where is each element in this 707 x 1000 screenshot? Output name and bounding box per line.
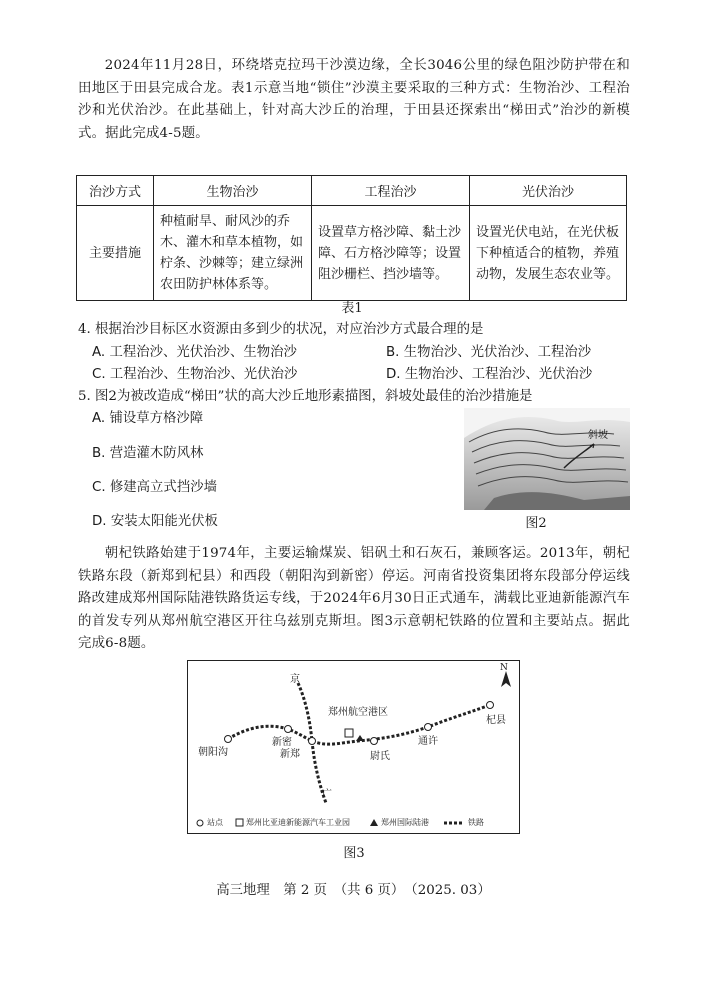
table-header-pv: 光伏治沙 <box>470 176 627 206</box>
question-5-stem: 5. 图2为被改造成“梯田”状的高大沙丘地形素描图，斜坡处最佳的治沙措施是 <box>78 389 533 404</box>
question-4-option-b: B. 生物治沙、光伏治沙、工程治沙 <box>386 345 592 360</box>
station-marker <box>285 726 292 733</box>
legend-station-icon <box>197 820 203 826</box>
legend-station-label: 站点 <box>207 818 223 827</box>
page-footer: 高三地理 第 2 页 （共 6 页） （2025. 03） <box>216 883 491 898</box>
legend-port-label: 郑州国际陆港 <box>381 818 429 827</box>
station-label-weishi: 尉氏 <box>370 751 390 762</box>
map-label-airport-zone: 郑州航空港区 <box>328 707 388 718</box>
station-marker <box>371 738 378 745</box>
station-label-xinzheng: 新郑 <box>280 749 300 760</box>
question-4-option-a: A. 工程治沙、光伏治沙、生物治沙 <box>92 345 297 360</box>
table-cell-pv: 设置光伏电站，在光伏板下种植适合的植物，养殖动物，发展生态农业等。 <box>470 206 627 301</box>
legend-port-icon <box>370 819 378 826</box>
factory-marker <box>345 729 353 737</box>
map-label-guang: 广 <box>322 789 332 800</box>
figure-3-map <box>187 660 520 834</box>
table-1 <box>76 175 627 301</box>
figure-2-sketch <box>464 408 630 510</box>
station-label-chaoyanggou: 朝阳沟 <box>198 747 228 758</box>
station-marker <box>425 724 432 731</box>
table-row <box>77 206 627 301</box>
figure-2-caption: 图2 <box>525 516 547 531</box>
question-4-option-d: D. 生物治沙、工程治沙、光伏治沙 <box>386 367 593 382</box>
question-4-option-c: C. 工程治沙、生物治沙、光伏治沙 <box>92 367 298 382</box>
table-header-row <box>77 176 627 206</box>
figure-2-slope-label: 斜坡 <box>588 430 608 441</box>
intro-paragraph-1: 2024年11月28日，环绕塔克拉玛干沙漠边缘，全长3046公里的绿色阻沙防护带在和田地区于田县完成合龙。表1示意当地“锁住”沙漠主要采取的三种方式：生物治沙、工程治沙和光伏治沙。在此基础上，针对高大沙丘的治理，于田县还探索出“梯田式”治沙的新模式。据此完成4-5题。 <box>78 58 630 141</box>
table-header-eng: 工程治沙 <box>312 176 470 206</box>
map-label-jing: 京 <box>290 674 300 685</box>
station-marker <box>487 702 494 709</box>
figure-3-caption: 图3 <box>343 846 365 861</box>
table-cell-eng: 设置草方格沙障、黏土沙障、石方格沙障等；设置阻沙栅栏、挡沙墙等。 <box>312 206 470 301</box>
question-4-stem: 4. 根据治沙目标区水资源由多到少的状况，对应治沙方式最合理的是 <box>78 322 484 337</box>
map-canvas <box>188 661 519 833</box>
table-cell-bio: 种植耐旱、耐风沙的乔木、灌木和草本植物，如柠条、沙棘等；建立绿洲农田防护林体系等。 <box>154 206 312 301</box>
north-arrow-icon <box>501 671 511 687</box>
table-header-bio: 生物治沙 <box>154 176 312 206</box>
station-label-qixian: 杞县 <box>486 715 506 726</box>
port-marker <box>356 735 364 741</box>
intro-paragraph-2: 朝杞铁路始建于1974年，主要运输煤炭、铝矾土和石灰石，兼顾客运。2013年，朝杞铁路东段（新郑到杞县）和西段（朝阳沟到新密）停运。河南省投资集团将东段部分停运线路改建成郑州国际陆港铁路货运专线，于2024年6月30日正式通车，满载比亚迪新能源汽车的首发专列从郑州航空港区开往乌兹别克斯坦。图3示意朝杞铁路的位置和主要站点。据此完成6-8题。 <box>78 546 630 651</box>
station-marker <box>225 736 232 743</box>
station-marker <box>309 738 316 745</box>
table-header-method: 治沙方式 <box>77 176 154 206</box>
table-caption: 表1 <box>341 301 363 316</box>
question-5-option-d: D. 安装太阳能光伏板 <box>92 514 218 529</box>
station-label-tongxu: 通许 <box>418 736 438 747</box>
north-label: N <box>500 663 508 673</box>
legend-factory-label: 郑州比亚迪新能源汽车工业园 <box>246 818 350 827</box>
table-row-label: 主要措施 <box>77 206 154 301</box>
question-5-option-a: A. 铺设草方格沙障 <box>92 411 204 426</box>
legend-railway-label: 铁路 <box>468 818 484 827</box>
legend-factory-icon <box>236 819 243 826</box>
question-5-option-b: B. 营造灌木防风林 <box>92 446 204 461</box>
question-5-option-c: C. 修建高立式挡沙墙 <box>92 480 217 495</box>
station-label-xinmi: 新密 <box>272 737 292 748</box>
